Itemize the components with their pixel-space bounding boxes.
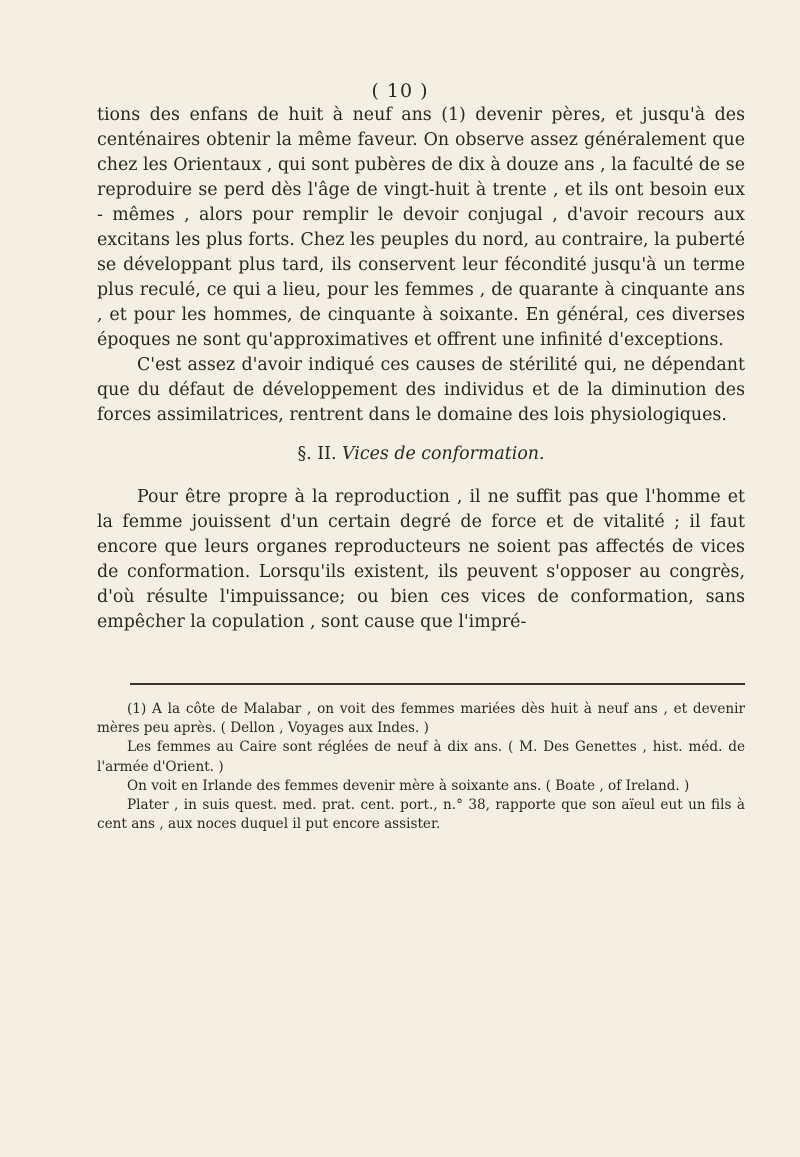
main-text [97,103,745,635]
footnote-divider [130,683,745,685]
section-heading [97,442,745,467]
footnote-4: Plater , in suis quest. med. prat. cent. port., n.° 38, rapporte que son aïeul eut un fils à cent ans , aux noces duquel il put encore assister. [97,797,745,833]
footnotes [97,700,745,834]
page-number: ( 10 ) [371,80,429,102]
footnote-1: (1) A la côte de Malabar , on voit des femmes mariées dès huit à neuf ans , et devenir mères peu après. ( Dellon , Voyages aux Indes. ) [97,701,745,737]
paragraph-2: C'est assez d'avoir indiqué ces causes de stérilité qui, ne dépendant que du défaut de développement des individus et de la diminution des forces assimilatrices, rentrent dans le domaine des lois physiologiques. [97,355,745,425]
section-number: §. II. [297,444,337,464]
section-title: Vices de conformation. [342,444,545,464]
footnote-2: Les femmes au Caire sont réglées de neuf à dix ans. ( M. Des Genettes , hist. méd. de l'armée d'Orient. ) [97,739,745,775]
paragraph-3: Pour être propre à la reproduction , il ne suffit pas que l'homme et la femme jouissent d'un certain degré de force et de vitalité ; il faut encore que leurs organes reproducteurs ne soient pas affectés de vices de conformation. Lorsqu'ils existent, ils peuvent s'opposer au congrès, d'où résulte l'impuissance; ou bien ces vices de conformation, sans empêcher la copulation , sont cause que l'impré- [97,487,745,632]
paragraph-1: tions des enfans de huit à neuf ans (1) devenir pères, et jusqu'à des centénaires obtenir la même faveur. On observe assez généralement que chez les Orientaux , qui sont pubères de dix à douze ans , la faculté de se reproduire se perd dès l'âge de vingt-huit à trente , et ils ont besoin eux - mêmes , alors pour remplir le devoir conjugal , d'avoir recours aux excitans les plus forts. Chez les peuples du nord, au contraire, la puberté se développant plus tard, ils conservent leur fécondité jusqu'à un terme plus reculé, ce qui a lieu, pour les femmes , de quarante à cinquante ans , et pour les hommes, de cinquante à soixante. En général, ces diverses époques ne sont qu'approximatives et offrent une infinité d'exceptions. [97,105,745,350]
footnote-3: On voit en Irlande des femmes devenir mère à soixante ans. ( Boate , of Ireland. ) [127,777,690,794]
